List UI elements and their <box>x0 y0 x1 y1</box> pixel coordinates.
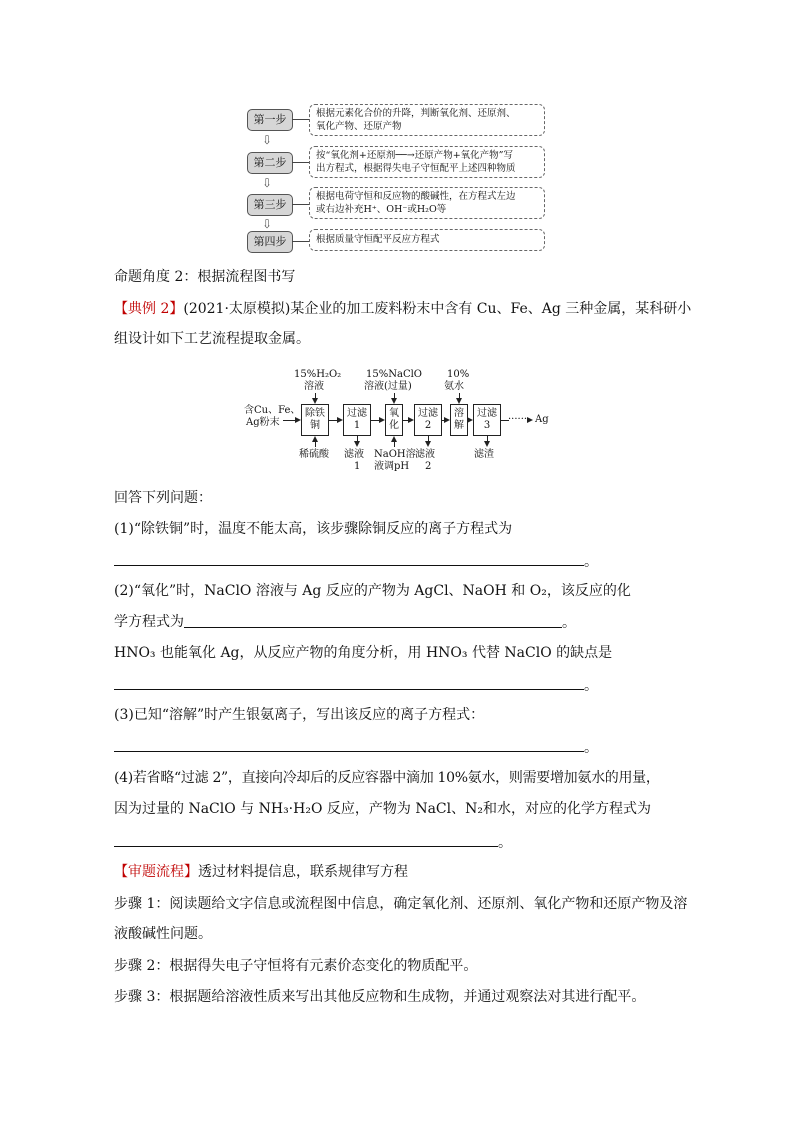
answer-prompt: 回答下列问题： <box>114 490 212 506</box>
reagent-naclo-line2: 溶液(过量) <box>364 381 412 392</box>
step-2-desc <box>309 146 545 178</box>
flow-box-label: 化 <box>389 420 399 431</box>
step-4-desc <box>309 229 545 251</box>
reagent-naclo-line1: 15%NaClO <box>366 369 422 380</box>
question-3: (3)已知“溶解”时产生银氨离子，写出该反应的离子方程式： <box>114 707 485 723</box>
connector <box>292 204 309 205</box>
step-1-line1: 步骤 1：阅读题给文字信息或流程图中信息，确定氧化剂、还原剂、氧化产物和还原产物及溶 <box>114 896 688 912</box>
connector <box>292 119 309 120</box>
flow-box-label: 1 <box>353 420 361 431</box>
flow-dots: ······ <box>508 414 528 425</box>
question-2-line3: HNO₃ 也能氧化 Ag，从反应产物的角度分析，用 HNO₃ 代替 NaClO 的缺点是 <box>114 645 613 661</box>
question-2-line1: (2)“氧化”时，NaClO 溶液与 Ag 反应的产物为 AgCl、NaOH 和 O₂，该反应的化 <box>114 583 631 599</box>
reagent-h2o2-line2: 溶液 <box>304 381 324 392</box>
flow-box-dissolve <box>450 404 468 436</box>
filtrate-1-line2: 1 <box>354 461 361 472</box>
step-4-desc-line1: 根据质量守恒配平反应方程式 <box>316 234 440 245</box>
reagent-ammonia-line1: 10% <box>447 369 470 380</box>
flow-box-label: 2 <box>424 420 432 431</box>
flow-box-filter-3 <box>473 404 501 436</box>
flow-box-label: 除铁 <box>305 408 325 419</box>
step-3-desc <box>309 187 545 219</box>
flow-arrow-line <box>315 441 316 447</box>
flow-box-label: 3 <box>483 420 491 431</box>
question-1: (1)“除铁铜”时，温度不能太高，该步骤除铜反应的离子方程式为 <box>114 521 513 537</box>
step-2-desc-line2: 出方程式，根据得失电子守恒配平上述四种物质 <box>316 163 516 174</box>
flow-input-line2: Ag粉末 <box>246 417 280 428</box>
answer-line-2a[interactable] <box>184 627 562 628</box>
down-arrow-icon <box>354 441 360 447</box>
example-line2: 组设计如下工艺流程提取金属。 <box>114 331 310 347</box>
down-arrow-icon: ⇩ <box>262 217 273 231</box>
step-2-desc-line1: 按“氧化剂+还原剂──→还原产物+氧化产物”写 <box>316 150 514 161</box>
flow-output: Ag <box>535 414 549 425</box>
step-2-box: 第二步 <box>247 152 293 174</box>
example-text: (2021·太原模拟)某企业的加工废料粉末中含有 Cu、Fe、Ag 三种金属，某科研小 <box>183 301 692 317</box>
example-tag: 【典例 2】 <box>114 301 184 317</box>
example-line1 <box>114 300 691 318</box>
step-3-box: 第三步 <box>247 194 293 216</box>
down-arrow-icon <box>312 398 318 404</box>
naoh-solution-line2: 液调pH <box>374 461 410 472</box>
review-heading <box>114 863 408 881</box>
step-3-desc-line1: 根据电荷守恒和反应物的酸碱性，在方程式左边 <box>316 191 516 202</box>
period: 。 <box>584 678 598 694</box>
right-arrow-icon <box>527 417 533 423</box>
filter-residue: 滤渣 <box>474 449 494 460</box>
flow-box-label: 解 <box>454 420 464 431</box>
filtrate-2-line1: 滤液 <box>415 449 435 460</box>
step-3-text: 步骤 3：根据题给溶液性质来写出其他反应物和生成物，并通过观察法对其进行配平。 <box>114 989 646 1005</box>
flow-box-label: 过滤 <box>477 408 497 419</box>
filtrate-1-line1: 滤液 <box>344 449 364 460</box>
flow-box-label: 过滤 <box>418 408 438 419</box>
review-tag: 【审题流程】 <box>114 864 198 880</box>
connector <box>292 241 309 242</box>
connector <box>292 162 309 163</box>
down-arrow-icon <box>484 441 490 447</box>
flow-box-label: 过滤 <box>347 408 367 419</box>
reagent-h2o2-line1: 15%H₂O₂ <box>294 369 342 380</box>
flow-box-filter-1 <box>343 404 371 436</box>
step-3-desc-line2: 或右边补充H⁺、OH⁻或H₂O等 <box>316 204 447 215</box>
down-arrow-icon <box>456 398 462 404</box>
question-2-line2: 学方程式为 <box>114 614 184 630</box>
answer-line-4[interactable] <box>114 846 498 847</box>
down-arrow-icon: ⇩ <box>262 133 273 147</box>
period: 。 <box>584 554 598 570</box>
down-arrow-icon: ⇩ <box>262 176 273 190</box>
reagent-dilute-h2so4: 稀硫酸 <box>299 449 329 460</box>
period: 。 <box>584 740 598 756</box>
flow-box-filter-2 <box>414 404 442 436</box>
down-arrow-icon <box>425 441 431 447</box>
review-text: 透过材料提信息，联系规律写方程 <box>198 864 408 880</box>
period: 。 <box>498 835 512 851</box>
flow-box-remove-fe-cu <box>301 404 329 436</box>
step-1-line2: 液酸碱性问题。 <box>114 926 212 942</box>
period: 。 <box>562 615 576 631</box>
answer-line-1[interactable] <box>114 565 584 566</box>
step-1-desc-line2: 氧化产物、还原产物 <box>316 121 402 132</box>
answer-line-3[interactable] <box>114 751 584 752</box>
flow-box-label: 溶 <box>454 408 464 419</box>
down-arrow-icon <box>391 398 397 404</box>
step-2-text: 步骤 2：根据得失电子守恒将有元素价态变化的物质配平。 <box>114 958 478 974</box>
step-4-box: 第四步 <box>247 231 293 253</box>
answer-line-2b[interactable] <box>114 689 584 690</box>
flow-box-oxidize <box>385 404 403 436</box>
angle-title: 命题角度 2：根据流程图书写 <box>114 269 296 285</box>
reagent-ammonia-line2: 氨水 <box>444 381 464 392</box>
naoh-solution-line1: NaOH溶 <box>374 449 416 460</box>
question-4-line1: (4)若省略“过滤 2”，直接向冷却后的反应容器中滴加 10%氨水，则需要增加氨水的用量， <box>114 770 660 786</box>
step-1-box: 第一步 <box>247 109 293 131</box>
flow-input-line1: 含Cu、Fe、 <box>244 405 301 416</box>
filtrate-2-line2: 2 <box>425 461 432 472</box>
step-1-desc <box>309 104 545 136</box>
question-4-line2: 因为过量的 NaClO 与 NH₃·H₂O 反应，产物为 NaCl、N₂和水，对应的化学方程式为 <box>114 801 651 817</box>
flow-arrow-line <box>394 441 395 447</box>
step-1-desc-line1: 根据元素化合价的升降，判断氧化剂、还原剂、 <box>316 108 516 119</box>
flow-box-label: 氧 <box>389 408 399 419</box>
flow-box-label: 铜 <box>310 420 320 431</box>
